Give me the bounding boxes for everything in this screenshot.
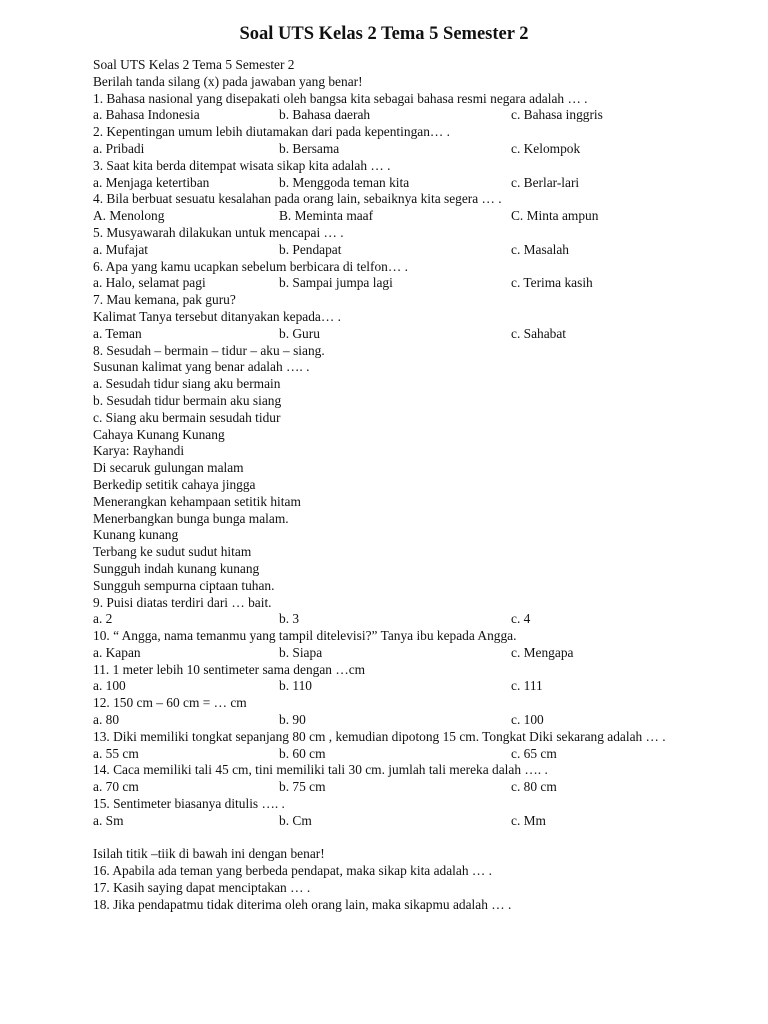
question-2: 2. Kepentingan umum lebih diutamakan dari pada kepentingan… .	[93, 124, 450, 140]
poem-line: Terbang ke sudut sudut hitam	[93, 544, 252, 560]
option-a: a. Mufajat	[93, 241, 149, 257]
option-c: c. Sahabat	[511, 325, 567, 341]
option-c: c. Terima kasih	[511, 275, 593, 291]
options-11	[93, 678, 673, 695]
option-b: b. 75 cm	[279, 779, 326, 795]
option-a: a. Menjaga ketertiban	[93, 174, 210, 190]
option-b: b. Cm	[279, 812, 312, 828]
poem-author: Karya: Rayhandi	[93, 443, 185, 459]
option-c: c. Berlar-lari	[511, 174, 580, 190]
options-1	[93, 107, 673, 124]
option-a: a. Halo, selamat pagi	[93, 275, 206, 291]
question-11: 11. 1 meter lebih 10 sentimeter sama dengan …cm	[93, 661, 366, 677]
options-3	[93, 175, 673, 192]
document-body	[93, 57, 673, 914]
option-a: a. Bahasa Indonesia	[93, 107, 200, 123]
subtitle: Soal UTS Kelas 2 Tema 5 Semester 2	[93, 57, 295, 72]
options-10	[93, 645, 673, 662]
option-b: b. Pendapat	[279, 241, 342, 257]
option-a: a. 100	[93, 678, 126, 694]
option-a: a. Sm	[93, 812, 124, 828]
option-b: b. Guru	[279, 325, 320, 341]
poem-line: Menerangkan kehampaan setitik hitam	[93, 493, 301, 509]
poem-line: Berkedip setitik cahaya jingga	[93, 476, 256, 492]
option-b: B. Meminta maaf	[279, 208, 374, 224]
question-4: 4. Bila berbuat sesuatu kesalahan pada orang lain, sebaiknya kita segera … .	[93, 191, 502, 207]
options-9	[93, 611, 673, 628]
options-5	[93, 242, 673, 259]
option-a: a. Teman	[93, 325, 142, 341]
option-c: c. Kelompok	[511, 140, 581, 156]
instruction: Berilah tanda silang (x) pada jawaban yang benar!	[93, 73, 363, 89]
option-b: b. 90	[279, 712, 306, 728]
option-b: b. 3	[279, 611, 300, 627]
option-b: b. Siapa	[279, 644, 323, 660]
option-a: a. 2	[93, 611, 113, 627]
question-8-prompt: Susunan kalimat yang benar adalah …. .	[93, 359, 310, 375]
question-3: 3. Saat kita berda ditempat wisata sikap kita adalah … .	[93, 157, 391, 173]
question-7: 7. Mau kemana, pak guru?	[93, 292, 236, 308]
instruction-fill: Isilah titik –tiik di bawah ini dengan benar!	[93, 846, 325, 862]
option-a: A. Menolong	[93, 208, 165, 224]
options-14	[93, 779, 673, 796]
option-b: b. Sampai jumpa lagi	[279, 275, 393, 291]
option-b: b. 110	[279, 678, 312, 694]
question-5: 5. Musyawarah dilakukan untuk mencapai … .	[93, 224, 344, 240]
option-c: c. Mengapa	[511, 644, 574, 660]
poem-line: Sungguh sempurna ciptaan tuhan.	[93, 577, 275, 593]
option-b: b. 60 cm	[279, 745, 326, 761]
option-a: a. Sesudah tidur siang aku bermain	[93, 376, 281, 392]
option-c: c. 100	[511, 712, 544, 728]
options-15	[93, 813, 673, 830]
option-a: a. 80	[93, 712, 120, 728]
options-13	[93, 746, 673, 763]
options-2	[93, 141, 673, 158]
poem-line: Sungguh indah kunang kunang	[93, 560, 260, 576]
question-7-prompt: Kalimat Tanya tersebut ditanyakan kepada… .	[93, 308, 341, 324]
option-c: c. 4	[511, 611, 531, 627]
option-b: b. Sesudah tidur bermain aku siang	[93, 392, 282, 408]
option-c: c. Masalah	[511, 241, 570, 257]
options-6	[93, 275, 673, 292]
option-a: a. Pribadi	[93, 140, 145, 156]
options-12	[93, 712, 673, 729]
question-15: 15. Sentimeter biasanya ditulis …. .	[93, 796, 285, 812]
option-a: a. Kapan	[93, 644, 141, 660]
question-17: 17. Kasih saying dapat menciptakan … .	[93, 880, 311, 896]
option-c: c. 65 cm	[511, 745, 557, 761]
poem-line: Kunang kunang	[93, 527, 179, 543]
question-10: 10. “ Angga, nama temanmu yang tampil ditelevisi?” Tanya ibu kepada Angga.	[93, 628, 517, 644]
option-c: c. Siang aku bermain sesudah tidur	[93, 409, 281, 425]
question-13: 13. Diki memiliki tongkat sepanjang 80 cm , kemudian dipotong 15 cm. Tongkat Diki sekarang adalah … .	[93, 728, 666, 744]
option-c: c. Bahasa inggris	[511, 107, 603, 123]
question-18: 18. Jika pendapatmu tidak diterima oleh orang lain, maka sikapmu adalah … .	[93, 896, 512, 912]
options-7	[93, 326, 673, 343]
option-b: b. Menggoda teman kita	[279, 174, 410, 190]
poem-line: Di secaruk gulungan malam	[93, 460, 244, 476]
option-c: c. 80 cm	[511, 779, 557, 795]
option-a: a. 70 cm	[93, 779, 139, 795]
question-12: 12. 150 cm – 60 cm = … cm	[93, 695, 247, 711]
blank-line	[93, 830, 673, 847]
poem-line: Menerbangkan bunga bunga malam.	[93, 510, 289, 526]
option-b: b. Bahasa daerah	[279, 107, 371, 123]
question-8: 8. Sesudah – bermain – tidur – aku – siang.	[93, 342, 325, 358]
question-16: 16. Apabila ada teman yang berbeda pendapat, maka sikap kita adalah … .	[93, 863, 492, 879]
question-14: 14. Caca memiliki tali 45 cm, tini memiliki tali 30 cm. jumlah tali mereka dalah …. .	[93, 762, 548, 778]
options-4	[93, 208, 673, 225]
poem-title: Cahaya Kunang Kunang	[93, 426, 225, 442]
option-c: c. 111	[511, 678, 543, 694]
option-c: C. Minta ampun	[511, 208, 599, 224]
option-c: c. Mm	[511, 812, 546, 828]
question-1: 1. Bahasa nasional yang disepakati oleh bangsa kita sebagai bahasa resmi negara adalah … .	[93, 90, 588, 106]
question-9: 9. Puisi diatas terdiri dari … bait.	[93, 594, 272, 610]
question-6: 6. Apa yang kamu ucapkan sebelum berbicara di telfon… .	[93, 258, 408, 274]
option-a: a. 55 cm	[93, 745, 139, 761]
document-title: Soal UTS Kelas 2 Tema 5 Semester 2	[239, 24, 529, 44]
option-b: b. Bersama	[279, 140, 340, 156]
